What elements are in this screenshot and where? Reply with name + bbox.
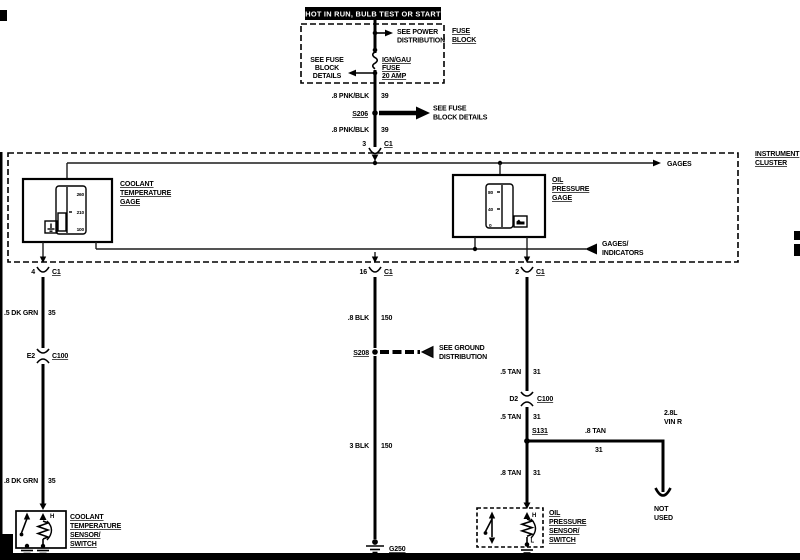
circuit-number: 150 [381, 315, 393, 322]
fuse-block-label: BLOCK [452, 37, 477, 44]
fuse-symbol [373, 52, 378, 69]
component-label: TEMPERATURE [70, 523, 122, 530]
gage-label: GAGE [552, 195, 573, 202]
connector-label: C1 [384, 269, 393, 276]
gage-scale-mid: 40 [488, 208, 493, 213]
wire-label: .8 PNK/BLK [331, 127, 369, 134]
ground-branch [348, 277, 487, 553]
gage-label: COOLANT [120, 181, 154, 188]
pnk-blk-wire-upper [332, 93, 389, 100]
splice-s206 [352, 106, 488, 122]
circuit-number: 35 [48, 478, 56, 485]
connector-c1-pin4 [31, 267, 61, 276]
component-label: SWITCH [70, 541, 97, 548]
connector-c1-pin2 [515, 267, 545, 276]
ground-label: G250 [389, 546, 406, 553]
connector-label: C100 [537, 396, 554, 403]
connector-label: C1 [52, 269, 61, 276]
cluster-exit-pin4 [40, 242, 46, 263]
see-power-ref: DISTRIBUTION [397, 37, 445, 45]
pin-number: 3 [362, 141, 366, 148]
scan-artifacts [0, 10, 800, 560]
see-fuse-details-ref: SEE FUSE [310, 57, 344, 64]
circuit-number: 39 [381, 127, 389, 134]
see-fuse-block-ref: SEE FUSE [433, 105, 467, 113]
ground-g250 [366, 539, 406, 553]
fuse-block-label: FUSE [452, 28, 471, 35]
connector-c1-pin3 [362, 141, 393, 163]
component-label: SENSOR/ [70, 532, 101, 539]
connector-c1-pin16 [360, 267, 393, 276]
engine-note: 2.8L [664, 410, 678, 417]
see-fuse-details-ref: DETAILS [312, 73, 342, 80]
circuit-number: 31 [533, 414, 541, 421]
gages-indicators-bus [96, 237, 644, 257]
connector-label: C1 [536, 269, 545, 276]
connector-c100-e2 [27, 349, 69, 363]
wire-label: 3 BLK [349, 443, 369, 450]
see-ground-ref: SEE GROUND [439, 345, 485, 352]
wire-label: .8 PNK/BLK [331, 93, 369, 100]
see-fuse-details-ref: BLOCK [314, 65, 340, 72]
connector-c100-d2 [509, 392, 553, 406]
splice-s208 [353, 345, 487, 361]
gage-label: OIL [552, 177, 564, 184]
sensor-resistor [522, 512, 536, 547]
oil-pressure-sensor-switch [477, 508, 587, 553]
not-used-label: NOT [654, 506, 669, 513]
sensor-l-terminal: L [530, 538, 535, 545]
component-label: SENSOR/ [549, 528, 580, 535]
ground-symbol [521, 550, 533, 553]
gages-indicators-ref: GAGES/ [602, 241, 629, 248]
not-used-branch [527, 410, 682, 522]
gage-scale-low: 100 [76, 228, 84, 233]
fuse-rating: 20 AMP [382, 73, 407, 80]
cluster-label: INSTRUMENT [755, 151, 800, 158]
connector-label: C1 [384, 141, 393, 148]
sensor-h-terminal: H [50, 514, 55, 520]
gage-scale-low: 0 [489, 224, 492, 229]
coolant-temperature-sensor-switch [16, 511, 122, 554]
splice-label: S131 [532, 428, 548, 435]
splice-label: S208 [353, 350, 369, 357]
engine-note: VIN R [664, 419, 682, 426]
see-power-ref: SEE POWER [397, 29, 439, 36]
oil-pressure-gage [453, 163, 590, 237]
see-fuse-block-ref: BLOCK DETAILS [433, 114, 488, 122]
see-fuse-details-arrow [348, 70, 375, 77]
not-used-label: USED [654, 515, 673, 522]
sensor-switch-contact [484, 512, 496, 545]
banner-title: HOT IN RUN, BULB TEST OR START [305, 9, 441, 19]
cluster-label: CLUSTER [755, 160, 788, 167]
see-ground-ref: DISTRIBUTION [439, 354, 487, 361]
gage-label: TEMPERATURE [120, 190, 172, 197]
hot-in-run-banner [305, 7, 441, 20]
circuit-number: 35 [48, 310, 56, 317]
fuse-name: IGN/GAU [382, 57, 411, 64]
gage-scale-high: 80 [488, 191, 493, 196]
wire-label: .5 DK GRN [3, 310, 38, 317]
coolant-temperature-gage [23, 163, 172, 242]
component-label: SWITCH [549, 537, 576, 544]
gage-scale-high: 260 [76, 193, 84, 198]
connector-label: C100 [52, 353, 69, 360]
cluster-exit-pin2 [524, 237, 530, 263]
see-power-distribution-arrow [375, 30, 393, 37]
wire-label: .8 BLK [347, 315, 369, 322]
circuit-number: 31 [533, 369, 541, 376]
circuit-number: 31 [533, 470, 541, 477]
pin-number: D2 [509, 396, 518, 403]
wire-label: .8 TAN [500, 470, 521, 477]
gages-ref: GAGES [667, 161, 692, 168]
component-label: COOLANT [70, 514, 104, 521]
pin-number: E2 [26, 353, 35, 360]
fuse-block [301, 20, 476, 147]
circuit-number: 31 [595, 447, 603, 454]
pin-number: 2 [515, 269, 519, 276]
wire-label: .8 TAN [585, 428, 606, 435]
instrument-cluster [8, 151, 800, 263]
fuse-name: FUSE [382, 65, 401, 72]
gage-label: PRESSURE [552, 186, 590, 193]
oil-sender-branch [500, 277, 682, 522]
component-label: PRESSURE [549, 519, 587, 526]
pin-number: 16 [359, 269, 367, 276]
splice-label: S206 [352, 111, 368, 118]
coolant-sender-branch [4, 277, 68, 510]
gage-scale-mid: 210 [76, 211, 84, 216]
wire-label: .8 DK GRN [3, 478, 38, 485]
circuit-number: 39 [381, 93, 389, 100]
wire-label: .5 TAN [500, 414, 521, 421]
circuit-number: 150 [381, 443, 393, 450]
wire-label: .5 TAN [500, 369, 521, 376]
gage-label: GAGE [120, 199, 141, 206]
component-label: OIL [549, 510, 561, 517]
sensor-h-terminal: H [532, 513, 537, 519]
pin-number: 4 [31, 269, 35, 276]
gages-indicators-ref: INDICATORS [602, 250, 644, 257]
pnk-blk-wire-lower [332, 127, 389, 134]
